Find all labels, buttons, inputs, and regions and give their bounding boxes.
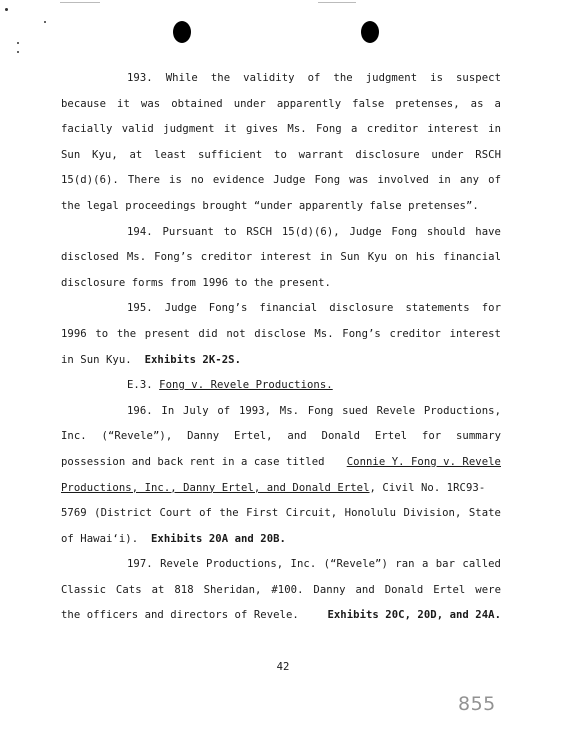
text-run: the officers and directors of Revele. [61, 609, 299, 622]
bates-number: 855 [458, 693, 496, 715]
text-run: of Hawai‘i). [61, 532, 139, 545]
scan-edge-mark [318, 2, 356, 3]
text-line: 194. Pursuant to RSCH 15(d)(6), Judge Fong should have [127, 225, 501, 238]
case-title: Productions, Inc., Danny Ertel, and Donald Ertel [61, 481, 370, 494]
text-line: 15(d)(6). There is no evidence Judge Fong was involved in any of [61, 174, 501, 187]
document-body [61, 66, 501, 629]
paragraph-196 [61, 399, 501, 553]
text-line [61, 603, 501, 629]
scan-speck [44, 21, 46, 23]
section-title: Fong v. Revele Productions. [159, 379, 333, 392]
text-line: Classic Cats at 818 Sheridan, #100. Danny and Donald Ertel were [61, 583, 501, 596]
paragraph-197 [61, 552, 501, 629]
paragraph-194 [61, 220, 501, 297]
paragraph-193 [61, 66, 501, 220]
text-line: disclosure forms from 1996 to the present. [61, 276, 331, 289]
punch-hole-right [361, 21, 379, 43]
text-line [61, 348, 501, 374]
text-line: Sun Kyu, at least sufficient to warrant disclosure under RSCH [61, 148, 501, 161]
text-run: , Civil No. 1RC93- [369, 481, 486, 494]
text-run: possession and back rent in a case titled [61, 455, 325, 468]
scan-speck [5, 8, 8, 11]
text-line: Inc. (“Revele”), Danny Ertel, and Donald Ertel for summary [61, 430, 501, 443]
page-number: 42 [276, 661, 290, 673]
punch-hole-left [173, 21, 191, 43]
scan-speck [17, 51, 19, 53]
text-line: because it was obtained under apparently false pretenses, as a [61, 97, 501, 110]
text-line: 196. In July of 1993, Ms. Fong sued Revele Productions, [127, 404, 501, 417]
exhibit-reference: Exhibits 2K-2S. [144, 353, 241, 366]
section-heading [61, 373, 501, 399]
text-line: 197. Revele Productions, Inc. (“Revele”) ran a bar called [127, 558, 501, 571]
text-run: in Sun Kyu. [61, 353, 132, 366]
text-line: 5769 (District Court of the First Circuit, Honolulu Division, State [61, 507, 501, 520]
text-line: disclosed Ms. Fong’s creditor interest in Sun Kyu on his financial [61, 251, 501, 264]
scan-speck [17, 42, 19, 44]
paragraph-195 [61, 296, 501, 373]
text-line: 1996 to the present did not disclose Ms. Fong’s creditor interest [61, 327, 501, 340]
scan-edge-mark [60, 2, 100, 3]
text-line [61, 476, 501, 502]
exhibit-reference: Exhibits 20A and 20B. [151, 532, 286, 545]
exhibit-reference: Exhibits 20C, 20D, and 24A. [327, 609, 501, 622]
text-line: facially valid judgment it gives Ms. Fong a creditor interest in [61, 123, 501, 136]
case-title: Connie Y. Fong v. Revele [346, 455, 501, 468]
text-line: the legal proceedings brought “under apparently false pretenses”. [61, 199, 479, 212]
text-line: 193. While the validity of the judgment is suspect [127, 72, 501, 84]
text-line [61, 450, 501, 476]
text-line [61, 527, 501, 553]
text-line: 195. Judge Fong’s financial disclosure statements for [127, 302, 501, 315]
section-number: E.3. [127, 379, 153, 392]
